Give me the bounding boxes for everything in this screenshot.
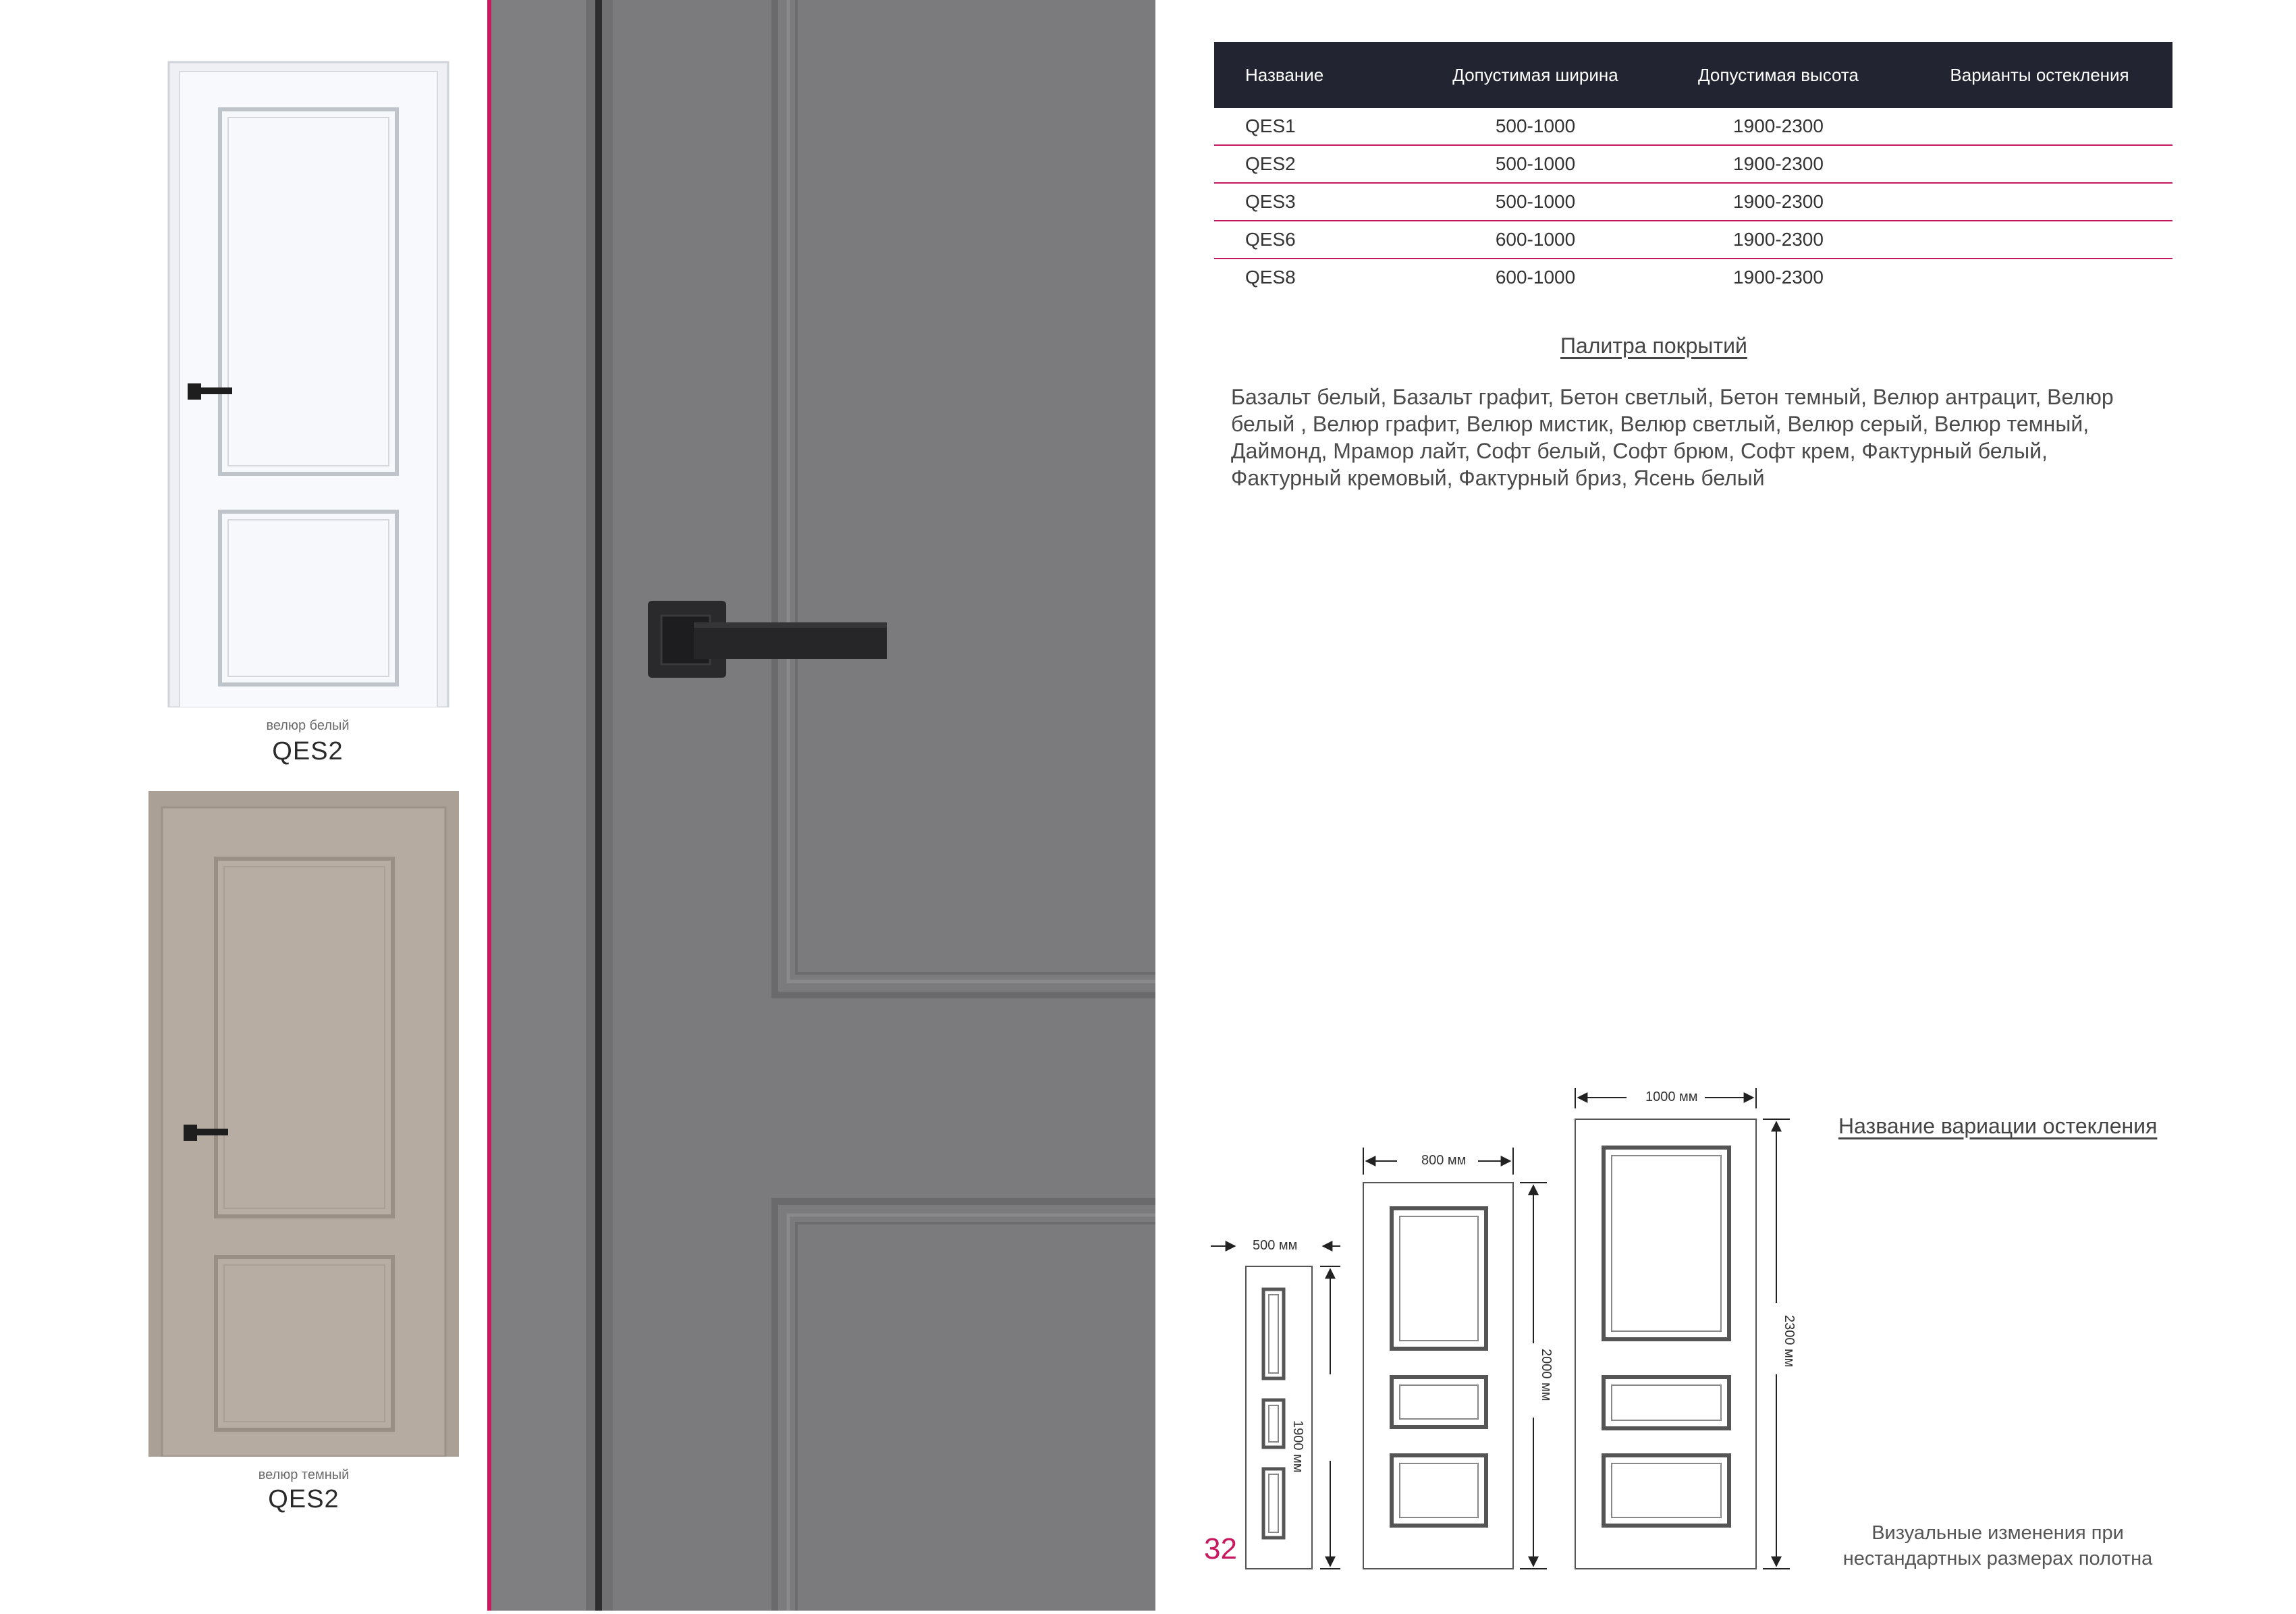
product-card-white[interactable] bbox=[153, 42, 463, 707]
dim-height-1900: 1900 мм bbox=[1290, 1418, 1305, 1476]
table-row bbox=[1214, 108, 2172, 145]
cell-model: QES2 bbox=[1214, 145, 1421, 183]
col-name-header: Название bbox=[1214, 42, 1421, 108]
cell-model: QES6 bbox=[1214, 221, 1421, 259]
cell-width: 500-1000 bbox=[1421, 183, 1650, 221]
hero-door-image bbox=[491, 0, 1155, 1611]
cell-glazing bbox=[1907, 183, 2172, 221]
cell-model: QES3 bbox=[1214, 183, 1421, 221]
dim-width-1000: 1000 мм bbox=[1643, 1090, 1701, 1105]
cell-glazing bbox=[1907, 259, 2172, 296]
cell-height: 1900-2300 bbox=[1650, 221, 1907, 259]
cell-height: 1900-2300 bbox=[1733, 267, 1824, 288]
cell-glazing bbox=[1907, 221, 2172, 259]
col-height-header: Допустимая высота bbox=[1650, 42, 1907, 108]
page-number: 32 bbox=[1204, 1532, 1237, 1565]
dim-width-800: 800 мм bbox=[1419, 1153, 1469, 1168]
dim-height-2300: 2300 мм bbox=[1781, 1312, 1797, 1370]
dim-width-500: 500 мм bbox=[1250, 1238, 1300, 1254]
product-finish-label: велюр темный bbox=[258, 1468, 350, 1482]
cell-model: QES8 bbox=[1245, 267, 1296, 288]
cell-width: 600-1000 bbox=[1421, 221, 1650, 259]
size-table bbox=[1214, 42, 2172, 296]
palette-list: Базальт белый, Базальт графит, Бетон светлый, Бетон темный, Велюр антрацит, Велюр белый , Велюр графит, Велюр мистик, Велюр светлый, Велюр серый, Велюр темный, Даймонд, Мрамор лайт, Софт белый, Софт брюм, Софт крем, Фактурный белый, Фактурный кремовый, Фактурный бриз, Ясень белый bbox=[1231, 385, 2114, 490]
cell-height: 1900-2300 bbox=[1650, 108, 1907, 145]
table-row bbox=[1214, 145, 2172, 183]
visual-change-note: Визуальные изменения при нестандартных размерах полотна bbox=[1842, 1522, 2153, 1569]
col-glazing-header: Варианты остекления bbox=[1907, 42, 2172, 108]
door-image-dark bbox=[148, 791, 459, 1457]
product-finish-label: велюр белый bbox=[266, 718, 350, 733]
table-row bbox=[1214, 183, 2172, 221]
cell-glazing bbox=[1907, 108, 2172, 145]
table-row bbox=[1214, 259, 2172, 296]
table-header-row bbox=[1214, 42, 2172, 108]
col-width-header: Допустимая ширина bbox=[1421, 42, 1650, 108]
glazing-title[interactable]: Название вариации остекления bbox=[1838, 1114, 2158, 1138]
product-model-label: QES2 bbox=[272, 737, 344, 765]
table-row bbox=[1214, 221, 2172, 259]
cell-width: 500-1000 bbox=[1421, 108, 1650, 145]
door-closeup-photo bbox=[491, 0, 1155, 1611]
door-diagram-800 bbox=[1363, 1148, 1547, 1569]
palette-title[interactable]: Палитра покрытий bbox=[1560, 333, 1747, 358]
door-diagram-1000 bbox=[1575, 1088, 1790, 1569]
cell-glazing bbox=[1907, 145, 2172, 183]
product-model-label: QES2 bbox=[268, 1485, 339, 1513]
cell-height: 1900-2300 bbox=[1650, 183, 1907, 221]
door-image-white bbox=[153, 42, 463, 707]
product-card-dark[interactable] bbox=[148, 791, 459, 1457]
cell-model: QES1 bbox=[1214, 108, 1421, 145]
cell-width: 500-1000 bbox=[1421, 145, 1650, 183]
door-diagram-500 bbox=[1211, 1246, 1340, 1569]
dim-height-2000: 2000 мм bbox=[1538, 1346, 1554, 1404]
cell-width: 600-1000 bbox=[1495, 267, 1576, 288]
size-diagrams bbox=[1208, 1080, 1815, 1580]
cell-height: 1900-2300 bbox=[1650, 145, 1907, 183]
